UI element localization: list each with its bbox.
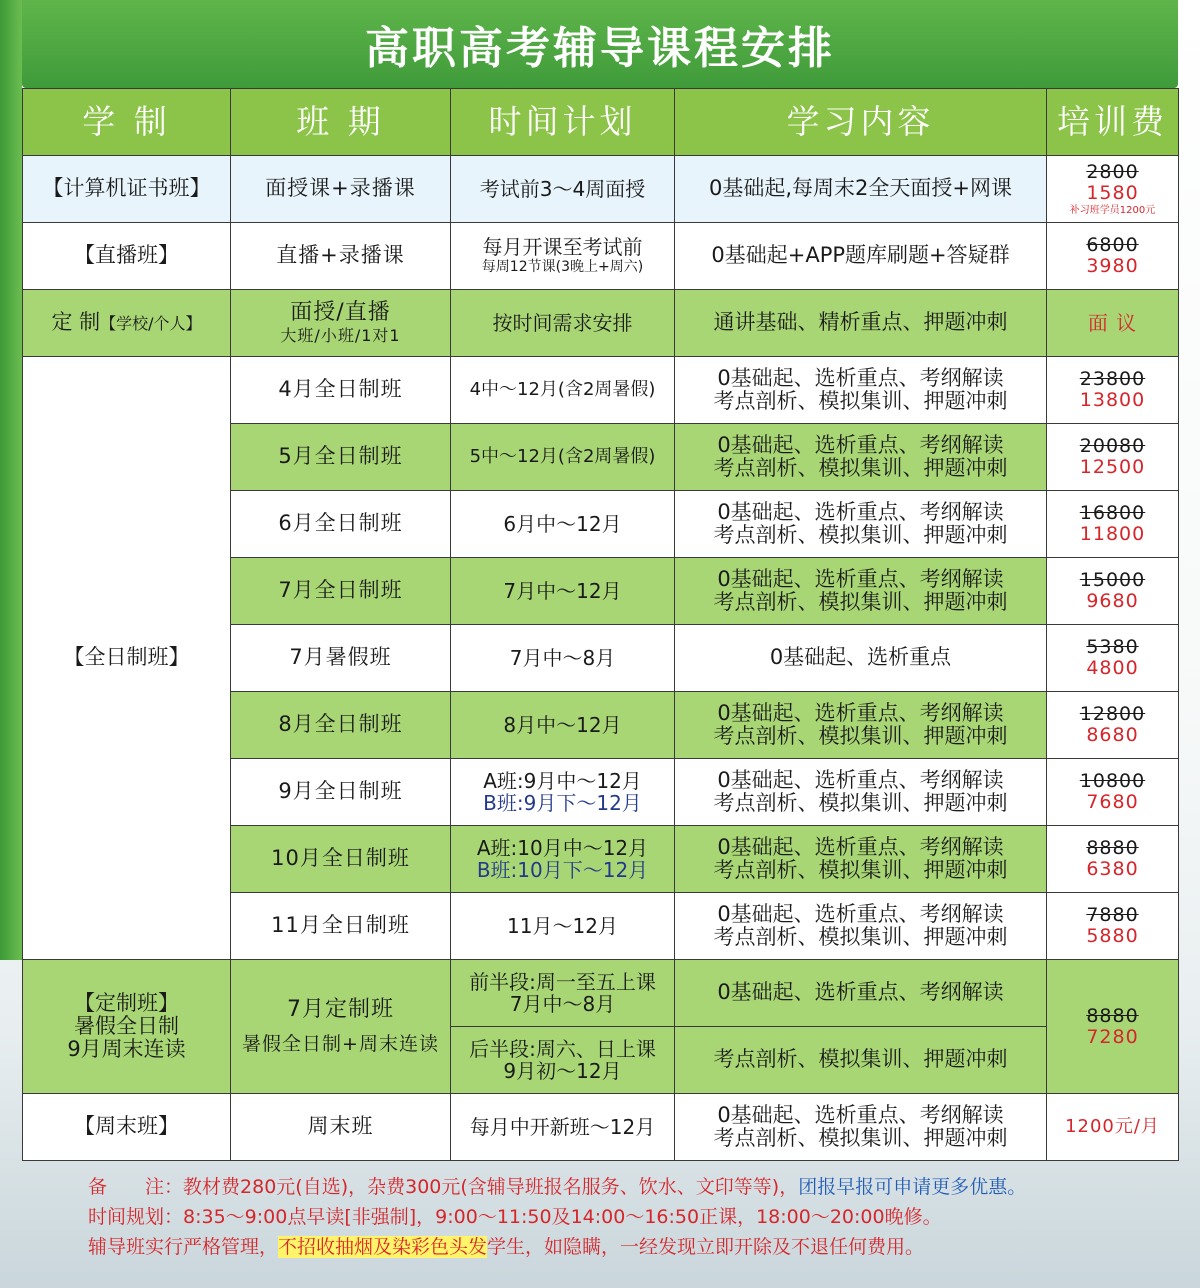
fee-cell: [1047, 960, 1179, 1094]
time-cell: [451, 960, 675, 1027]
content-cell: [675, 692, 1047, 759]
time-line: 前半段:周一至五上课: [469, 970, 656, 994]
content-cell: [675, 759, 1047, 826]
note-label: 备 注：: [88, 1176, 184, 1198]
fee-cell: [1047, 1094, 1179, 1161]
old-price: 7880: [1086, 904, 1139, 927]
content-line: 0基础起、选析重点、考纲解读: [717, 566, 1004, 591]
table-row: [23, 960, 1179, 1027]
fulltime-type-cell: 【全日制班】: [23, 357, 231, 960]
time-main: 每月开课至考试前: [482, 235, 643, 260]
fee-cell: [1047, 223, 1179, 290]
summer-period-cell: [231, 960, 451, 1094]
content-line: 0基础起、选析重点、考纲解读: [717, 365, 1004, 390]
header-fee: 培训费: [1047, 89, 1179, 156]
fee-cell: [1047, 491, 1179, 558]
time-line: 后半段:周六、日上课: [469, 1037, 656, 1061]
header-time: 时间计划: [451, 89, 675, 156]
new-price: 1580: [1086, 182, 1139, 204]
old-price: 20080: [1079, 435, 1146, 458]
fee-cell: [1047, 156, 1179, 223]
time-line-b: B班:9月下～12月: [483, 791, 642, 815]
new-price: 4800: [1086, 657, 1139, 679]
type-cell: 【周末班】: [23, 1094, 231, 1161]
old-price: 8880: [1086, 1004, 1139, 1027]
fee-negotiable: 面 议: [1087, 311, 1138, 335]
content-line: 考点剖析、模拟集训、押题冲刺: [713, 925, 1008, 949]
time-cell: 考试前3～4周面授: [451, 156, 675, 223]
old-price: 8880: [1086, 837, 1139, 860]
period-cell: 直播+录播课: [231, 223, 451, 290]
time-cell: 6月中～12月: [451, 491, 675, 558]
old-price: 23800: [1079, 368, 1146, 391]
content-line: 考点剖析、模拟集训、押题冲刺: [713, 1126, 1008, 1150]
fee-cell: [1047, 290, 1179, 357]
period-cell: 7月全日制班: [231, 558, 451, 625]
content-line: 0基础起、选析重点: [769, 645, 952, 670]
new-price: 13800: [1079, 389, 1146, 411]
header-content: 学习内容: [675, 89, 1047, 156]
time-cell: 11月～12月: [451, 893, 675, 960]
content-line: 考点剖析、模拟集训、押题冲刺: [713, 389, 1008, 413]
fee-cell: [1047, 357, 1179, 424]
new-price: 9680: [1086, 590, 1139, 612]
time-line-a: A班:10月中～12月: [476, 836, 649, 860]
content-cell: [675, 424, 1047, 491]
type-main: 定 制: [51, 310, 101, 335]
new-price: 3980: [1086, 255, 1139, 277]
old-price: 2800: [1086, 161, 1139, 184]
old-price: 5380: [1086, 636, 1139, 659]
content-cell: [675, 491, 1047, 558]
course-table: [22, 88, 1179, 1161]
time-cell: [451, 1027, 675, 1094]
period-cell: 8月全日制班: [231, 692, 451, 759]
note-line-3: [88, 1232, 1178, 1262]
period-cell: 11月全日制班: [231, 893, 451, 960]
content-line: 考点剖析、模拟集训、押题冲刺: [713, 523, 1008, 547]
time-cell: 5中～12月(含2周暑假): [451, 424, 675, 491]
fee-cell: [1047, 692, 1179, 759]
period-cell: 6月全日制班: [231, 491, 451, 558]
content-line: 0基础起、选析重点、考纲解读: [717, 901, 1004, 926]
time-sub: 每周12节课(3晚上+周六): [481, 259, 644, 276]
type-cell: [23, 290, 231, 357]
table-header-row: [23, 89, 1179, 156]
content-cell: 0基础起、选析重点、考纲解读: [675, 960, 1047, 1027]
new-price: 8680: [1086, 724, 1139, 746]
old-price: 16800: [1079, 502, 1146, 525]
content-line: 0基础起、选析重点、考纲解读: [717, 1102, 1004, 1127]
fee-cell: [1047, 625, 1179, 692]
content-line: 考点剖析、模拟集训、押题冲刺: [713, 791, 1008, 815]
old-price: 6800: [1086, 234, 1139, 257]
fee-note: 补习班学员1200元: [1069, 204, 1156, 216]
time-cell: 4中～12月(含2周暑假): [451, 357, 675, 424]
time-cell: [451, 759, 675, 826]
page-title: 高职高考辅导课程安排: [22, 0, 1178, 88]
content-line: 0基础起、选析重点、考纲解读: [717, 499, 1004, 524]
note-discount: 团报早报可申请更多优惠。: [798, 1176, 1027, 1198]
period-sub: 暑假全日制+周末连读: [242, 1033, 439, 1056]
time-cell: [451, 826, 675, 893]
content-cell: [675, 1094, 1047, 1161]
new-price: 7280: [1086, 1025, 1139, 1048]
time-cell: 7月中～8月: [451, 625, 675, 692]
period-main: 面授/直播: [290, 300, 391, 326]
note-text: 教材费280元(自选)，杂费300元(含辅导班报名服务、饮水、文印等等)，: [183, 1176, 799, 1198]
fee-cell: [1047, 424, 1179, 491]
note-line-1: [88, 1172, 1178, 1202]
content-cell: [675, 625, 1047, 692]
type-sub: 【学校/个人】: [100, 314, 202, 334]
content-cell: [675, 558, 1047, 625]
type-line: 暑假全日制: [74, 1013, 179, 1038]
time-cell: 每月中开新班～12月: [451, 1094, 675, 1161]
left-decor-stripe: [0, 0, 22, 960]
time-line: 9月初～12月: [503, 1059, 622, 1083]
content-line: 0基础起、选析重点、考纲解读: [717, 700, 1004, 725]
time-cell: 按时间需求安排: [451, 290, 675, 357]
old-price: 15000: [1079, 569, 1146, 592]
fee-cell: [1047, 759, 1179, 826]
header-type: 学 制: [23, 89, 231, 156]
note-highlight: 不招收抽烟及染彩色头发: [278, 1236, 488, 1258]
note-line-2: 时间规划：8:35～9:00点早读[非强制]，9:00～11:50及14:00～16:50正课，18:00～20:00晚修。: [88, 1206, 942, 1228]
table-row: [23, 156, 1179, 223]
note-text: 学生，如隐瞒，一经发现立即开除及不退任何费用。: [487, 1236, 925, 1258]
new-price: 6380: [1086, 858, 1139, 880]
summer-type-cell: [23, 960, 231, 1094]
type-cell: 【计算机证书班】: [23, 156, 231, 223]
content-line: 考点剖析、模拟集训、押题冲刺: [713, 858, 1008, 882]
time-line: 7月中～8月: [509, 992, 616, 1016]
new-price: 11800: [1079, 523, 1146, 545]
table-row: [23, 223, 1179, 290]
period-cell: 9月全日制班: [231, 759, 451, 826]
content-line: 考点剖析、模拟集训、押题冲刺: [713, 590, 1008, 614]
time-cell: [451, 223, 675, 290]
content-cell: 0基础起,每周末2全天面授+网课: [675, 156, 1047, 223]
content-line: 0基础起、选析重点、考纲解读: [717, 834, 1004, 859]
type-line: 【定制班】: [74, 990, 179, 1015]
fee-cell: [1047, 558, 1179, 625]
content-line: 0基础起、选析重点、考纲解读: [717, 432, 1004, 457]
content-line: 考点剖析、模拟集训、押题冲刺: [713, 724, 1008, 748]
new-price: 5880: [1086, 925, 1139, 947]
new-price: 7680: [1086, 791, 1139, 813]
content-line: 0基础起、选析重点、考纲解读: [717, 767, 1004, 792]
content-line: 考点剖析、模拟集训、押题冲刺: [713, 456, 1008, 480]
time-cell: 8月中～12月: [451, 692, 675, 759]
notes-section: [88, 1172, 1178, 1262]
period-sub: 大班/小班/1对1: [280, 326, 401, 346]
period-cell: 周末班: [231, 1094, 451, 1161]
type-cell: 【直播班】: [23, 223, 231, 290]
content-cell: 考点剖析、模拟集训、押题冲刺: [675, 1027, 1047, 1094]
content-cell: [675, 826, 1047, 893]
content-cell: 0基础起+APP题库刷题+答疑群: [675, 223, 1047, 290]
type-line: 9月周末连读: [67, 1037, 186, 1062]
old-price: 10800: [1079, 770, 1146, 793]
header-period: 班 期: [231, 89, 451, 156]
time-cell: 7月中～12月: [451, 558, 675, 625]
period-cell: 7月暑假班: [231, 625, 451, 692]
fee-cell: [1047, 826, 1179, 893]
period-cell: 5月全日制班: [231, 424, 451, 491]
period-cell: 面授课+录播课: [231, 156, 451, 223]
period-main: 7月定制班: [287, 996, 394, 1022]
note-text: 辅导班实行严格管理，: [88, 1236, 279, 1258]
content-cell: 通讲基础、精析重点、押题冲刺: [675, 290, 1047, 357]
period-cell: 4月全日制班: [231, 357, 451, 424]
time-line-a: A班:9月中～12月: [483, 769, 642, 793]
time-line-b: B班:10月下～12月: [476, 858, 649, 882]
table-row: [23, 290, 1179, 357]
new-price: 12500: [1079, 456, 1146, 478]
monthly-fee: 1200元/月: [1065, 1116, 1160, 1138]
period-cell: [231, 290, 451, 357]
table-row: [23, 1094, 1179, 1161]
content-cell: [675, 357, 1047, 424]
old-price: 12800: [1079, 703, 1146, 726]
content-cell: [675, 893, 1047, 960]
table-row: [23, 357, 1179, 424]
period-cell: 10月全日制班: [231, 826, 451, 893]
fee-cell: [1047, 893, 1179, 960]
